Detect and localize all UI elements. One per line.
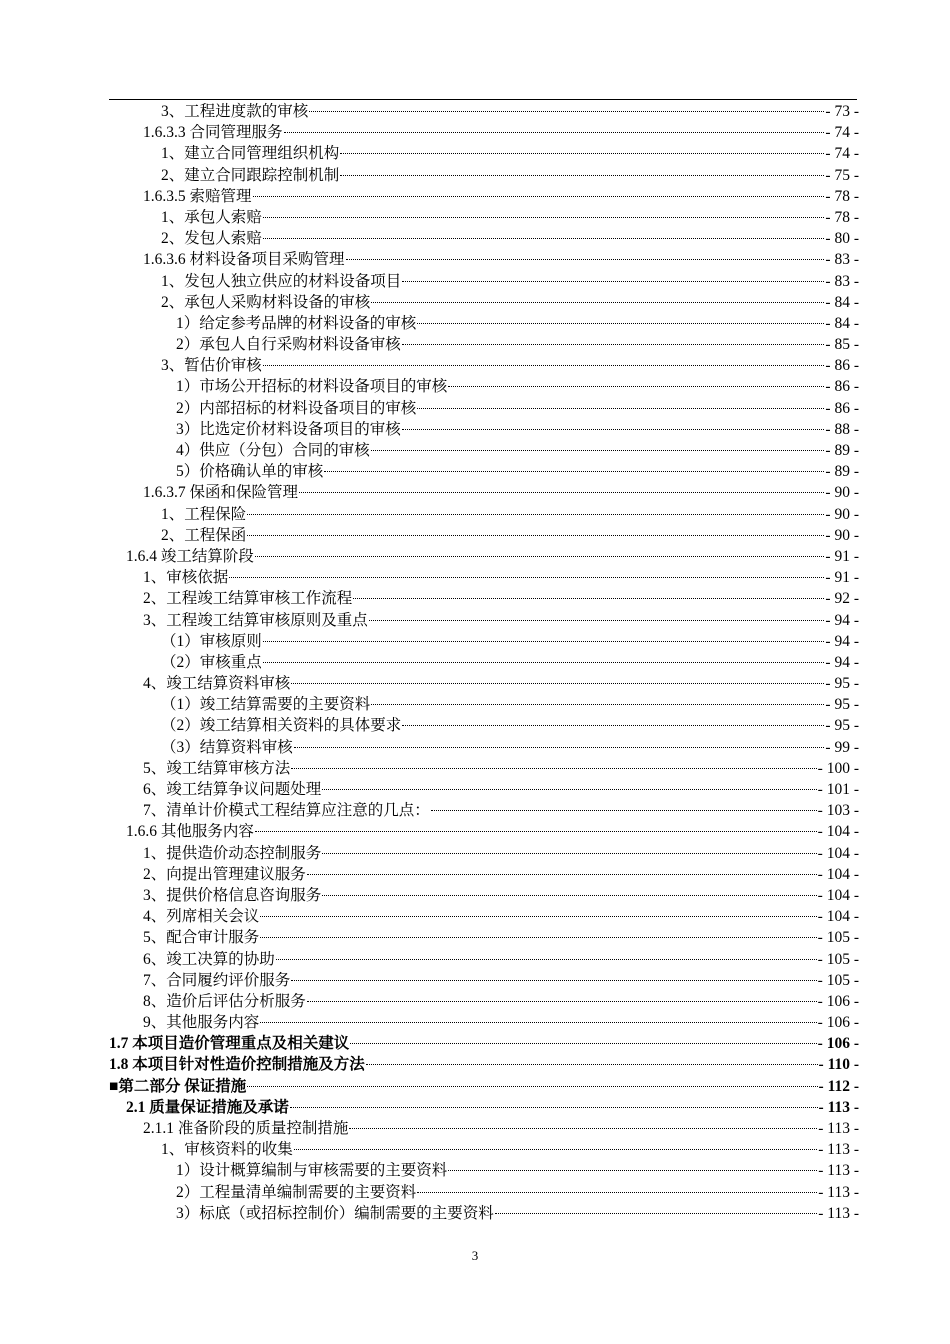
toc-entry[interactable] — [109, 694, 859, 715]
toc-entry-page: - 91 - — [825, 569, 859, 587]
toc-dot-leader — [309, 111, 824, 112]
toc-entry-title: （3）结算资料审核 — [161, 738, 293, 756]
toc-dot-leader — [349, 1128, 817, 1129]
toc-entry[interactable] — [109, 1012, 859, 1033]
toc-entry[interactable] — [109, 461, 859, 482]
toc-entry[interactable] — [109, 1203, 859, 1224]
toc-dot-leader — [322, 789, 816, 790]
toc-entry[interactable] — [109, 419, 859, 440]
toc-entry-title: 1.7 本项目造价管理重点及相关建议 — [109, 1035, 350, 1053]
toc-entry-title: 3）标底（或招标控制价）编制需要的主要资料 — [176, 1204, 494, 1222]
toc-entry-title: 3）比选定价材料设备项目的审核 — [176, 420, 401, 438]
toc-dot-leader — [495, 1213, 817, 1214]
toc-entry-title: （2）竣工结算相关资料的具体要求 — [161, 717, 402, 735]
toc-entry-page: - 80 - — [825, 230, 859, 248]
toc-entry-title: 2.1.1 准备阶段的质量控制措施 — [143, 1120, 349, 1137]
toc-entry-page: - 90 - — [825, 484, 859, 502]
toc-entry-title: 6、竣工决算的协助 — [143, 950, 275, 968]
toc-entry[interactable] — [109, 949, 859, 970]
toc-entry[interactable] — [109, 567, 859, 588]
toc-entry-title: 1.6.4 竣工结算阶段 — [126, 547, 254, 565]
toc-entry-page: - 89 - — [825, 442, 859, 459]
toc-entry[interactable] — [109, 1076, 859, 1097]
toc-entry[interactable] — [109, 652, 859, 673]
toc-entry-page: - 106 - — [817, 1014, 859, 1032]
toc-dot-leader — [299, 492, 824, 493]
toc-entry-page: - 106 - — [817, 1035, 859, 1053]
toc-entry[interactable] — [109, 843, 859, 864]
toc-dot-leader — [322, 895, 816, 896]
toc-entry[interactable] — [109, 376, 859, 397]
toc-entry[interactable] — [109, 864, 859, 885]
toc-entry-page: - 85 - — [825, 336, 859, 354]
toc-entry[interactable] — [109, 991, 859, 1012]
toc-dot-leader — [260, 937, 816, 938]
toc-entry-title: 1、建立合同管理组织机构 — [161, 145, 340, 163]
toc-entry-title: 7、清单计价模式工程结算应注意的几点： — [143, 802, 430, 820]
toc-entry[interactable] — [109, 610, 859, 631]
toc-entry-title: 6、竣工结算争议问题处理 — [143, 781, 322, 798]
toc-dot-leader — [371, 450, 825, 451]
header-rule — [109, 99, 857, 100]
toc-entry-title: 2、向提出管理建议服务 — [143, 865, 306, 883]
toc-dot-leader — [448, 386, 824, 387]
toc-dot-leader — [263, 238, 825, 239]
toc-dot-leader — [255, 831, 817, 832]
toc-entry-title: 1.6.3.5 索赔管理 — [143, 187, 252, 205]
toc-entry-title: 1.6.3.7 保函和保险管理 — [143, 484, 299, 502]
toc-entry-page: - 88 - — [825, 420, 859, 438]
toc-entry-title: 2）工程量清单编制需要的主要资料 — [176, 1183, 417, 1201]
toc-entry-page: - 105 - — [817, 971, 859, 989]
toc-entry[interactable] — [109, 101, 859, 122]
toc-dot-leader — [247, 535, 824, 536]
toc-dot-leader — [369, 620, 825, 621]
toc-entry-title: 4、竣工结算资料审核 — [143, 675, 291, 693]
toc-dot-leader — [247, 1086, 817, 1087]
toc-entry-page: - 94 - — [825, 653, 859, 671]
toc-entry[interactable] — [109, 779, 859, 800]
toc-entry[interactable] — [109, 525, 859, 546]
toc-entry[interactable] — [109, 1033, 859, 1054]
toc-entry-title: 2、承包人采购材料设备的审核 — [161, 293, 371, 311]
toc-entry-page: - 84 - — [825, 293, 859, 311]
toc-entry[interactable] — [109, 1139, 859, 1160]
toc-entry-title: 1、提供造价动态控制服务 — [143, 844, 322, 862]
toc-entry-page: - 99 - — [825, 738, 859, 756]
toc-entry-title: 7、合同履约评价服务 — [143, 971, 291, 989]
toc-entry-title: 1、审核依据 — [143, 569, 229, 587]
toc-dot-leader — [263, 662, 825, 663]
toc-entry[interactable] — [109, 186, 859, 207]
toc-entry-page: - 106 - — [817, 992, 859, 1010]
toc-dot-leader — [431, 810, 817, 811]
toc-dot-leader — [371, 302, 824, 303]
toc-entry-title: 2、建立合同跟踪控制机制 — [161, 166, 340, 184]
toc-dot-leader — [402, 725, 824, 726]
toc-entry-page: - 86 - — [825, 357, 859, 375]
toc-dot-leader — [353, 598, 824, 599]
toc-entry-title: 2、工程竣工结算审核工作流程 — [143, 590, 353, 608]
toc-entry[interactable] — [109, 906, 859, 927]
toc-entry-page: - 113 - — [818, 1141, 859, 1159]
toc-entry-page: - 90 - — [825, 526, 859, 544]
toc-dot-leader — [340, 153, 824, 154]
toc-dot-leader — [340, 175, 824, 176]
toc-entry-title: 1.8 本项目针对性造价控制措施及方法 — [109, 1056, 365, 1074]
toc-dot-leader — [417, 408, 824, 409]
toc-entry-page: - 90 - — [825, 505, 859, 523]
toc-entry[interactable] — [109, 821, 859, 842]
toc-dot-leader — [324, 471, 824, 472]
toc-entry-page: - 100 - — [817, 759, 859, 777]
toc-entry-title: ■第二部分 保证措施 — [109, 1077, 247, 1095]
toc-dot-leader — [402, 344, 825, 345]
toc-entry-page: - 92 - — [825, 590, 859, 608]
toc-entry[interactable] — [109, 292, 859, 313]
toc-entry-title: 4、列席相关会议 — [143, 908, 260, 926]
toc-entry-page: - 113 - — [818, 1162, 859, 1180]
toc-entry-title: 3、工程进度款的审核 — [161, 103, 309, 120]
toc-entry[interactable] — [109, 249, 859, 270]
toc-dot-leader — [229, 577, 824, 578]
toc-entry-title: （1）审核原则 — [161, 632, 262, 650]
toc-entry-page: - 75 - — [825, 166, 859, 184]
toc-entry-title: （1）竣工结算需要的主要资料 — [161, 696, 371, 714]
toc-entry-page: - 113 - — [818, 1098, 859, 1116]
toc-dot-leader — [322, 853, 816, 854]
toc-entry-title: 1）给定参考品牌的材料设备的审核 — [176, 314, 417, 332]
toc-entry[interactable] — [109, 334, 859, 355]
toc-entry[interactable] — [109, 737, 859, 758]
toc-entry-page: - 94 - — [825, 611, 859, 629]
toc-entry-page: - 110 - — [818, 1056, 859, 1074]
toc-dot-leader — [247, 514, 824, 515]
toc-entry[interactable] — [109, 1097, 859, 1118]
toc-dot-leader — [263, 641, 825, 642]
toc-entry-page: - 103 - — [817, 802, 859, 820]
toc-dot-leader — [290, 1107, 818, 1108]
toc-entry-page: - 104 - — [817, 844, 859, 862]
toc-entry-page: - 113 - — [818, 1204, 859, 1222]
toc-entry-title: 5）价格确认单的审核 — [176, 463, 324, 481]
toc-entry[interactable] — [109, 482, 859, 503]
toc-dot-leader — [291, 980, 816, 981]
toc-entry-page: - 86 - — [825, 399, 859, 417]
toc-entry[interactable] — [109, 504, 859, 525]
toc-dot-leader — [284, 132, 825, 133]
toc-entry-title: 4）供应（分包）合同的审核 — [176, 442, 370, 459]
toc-dot-leader — [307, 874, 817, 875]
toc-entry[interactable] — [109, 673, 859, 694]
toc-entry-page: - 101 - — [817, 781, 859, 798]
toc-entry[interactable] — [109, 122, 859, 143]
toc-entry-title: 1、发包人独立供应的材料设备项目 — [161, 272, 402, 290]
toc-entry-page: - 91 - — [825, 547, 859, 565]
toc-entry[interactable] — [109, 1054, 859, 1075]
toc-dot-leader — [253, 196, 825, 197]
toc-entry-page: - 112 - — [818, 1077, 859, 1095]
toc-entry[interactable] — [109, 927, 859, 948]
toc-entry-page: - 78 - — [825, 208, 859, 226]
toc-dot-leader — [402, 281, 824, 282]
toc-dot-leader — [291, 683, 824, 684]
toc-entry[interactable] — [109, 398, 859, 419]
toc-entry-title: 9、其他服务内容 — [143, 1014, 260, 1032]
toc-entry-title: 1.6.3.3 合同管理服务 — [143, 124, 283, 142]
toc-dot-leader — [366, 1064, 818, 1065]
toc-entry-title: 5、竣工结算审核方法 — [143, 759, 291, 777]
toc-entry-page: - 104 - — [817, 886, 859, 904]
toc-dot-leader — [263, 217, 825, 218]
toc-dot-leader — [291, 768, 816, 769]
toc-entry-title: 1、承包人索赔 — [161, 208, 262, 226]
toc-dot-leader — [350, 1043, 816, 1044]
toc-entry[interactable] — [109, 715, 859, 736]
toc-entry-page: - 104 - — [817, 908, 859, 926]
toc-entry-title: 3、暂估价审核 — [161, 357, 262, 375]
toc-entry-title: （2）审核重点 — [161, 653, 262, 671]
toc-entry-page: - 84 - — [825, 314, 859, 332]
toc-entry-title: 1、工程保险 — [161, 505, 247, 523]
toc-dot-leader — [307, 1001, 817, 1002]
toc-entry-title: 1）设计概算编制与审核需要的主要资料 — [176, 1162, 448, 1180]
toc-entry[interactable] — [109, 1160, 859, 1181]
toc-entry-title: 1.6.6 其他服务内容 — [126, 823, 254, 841]
toc-entry-page: - 104 - — [817, 823, 859, 841]
toc-entry[interactable] — [109, 207, 859, 228]
toc-entry-title: 3、工程竣工结算审核原则及重点 — [143, 611, 368, 629]
toc-entry-title: 2、发包人索赔 — [161, 230, 262, 248]
toc-entry[interactable] — [109, 546, 859, 567]
toc-entry-page: - 89 - — [825, 463, 859, 481]
toc-entry-title: 2）承包人自行采购材料设备审核 — [176, 336, 401, 354]
toc-entry[interactable] — [109, 228, 859, 249]
toc-entry[interactable] — [109, 631, 859, 652]
toc-dot-leader — [371, 704, 824, 705]
toc-entry-title: 2.1 质量保证措施及承诺 — [126, 1098, 289, 1116]
toc-entry-title: 2、工程保函 — [161, 526, 247, 544]
table-of-contents — [109, 101, 859, 1224]
toc-dot-leader — [260, 916, 816, 917]
toc-entry-page: - 78 - — [825, 187, 859, 205]
toc-entry-page: - 113 - — [818, 1183, 859, 1201]
toc-entry[interactable] — [109, 165, 859, 186]
toc-dot-leader — [402, 429, 825, 430]
toc-entry[interactable] — [109, 440, 859, 461]
toc-entry-page: - 105 - — [817, 950, 859, 968]
toc-entry-page: - 95 - — [825, 675, 859, 693]
toc-dot-leader — [346, 259, 825, 260]
toc-entry-page: - 73 - — [825, 103, 859, 120]
toc-entry[interactable] — [109, 800, 859, 821]
toc-entry-title: 2）内部招标的材料设备项目的审核 — [176, 399, 417, 417]
toc-entry-title: 3、提供价格信息咨询服务 — [143, 886, 322, 904]
toc-entry[interactable] — [109, 271, 859, 292]
toc-entry-page: - 104 - — [817, 865, 859, 883]
toc-entry[interactable] — [109, 970, 859, 991]
toc-entry-page: - 94 - — [825, 632, 859, 650]
toc-entry-page: - 105 - — [817, 929, 859, 947]
toc-entry[interactable] — [109, 1182, 859, 1203]
toc-entry-page: - 83 - — [825, 272, 859, 290]
toc-entry[interactable] — [109, 885, 859, 906]
toc-dot-leader — [294, 747, 825, 748]
toc-entry[interactable] — [109, 143, 859, 164]
toc-entry[interactable] — [109, 313, 859, 334]
toc-entry[interactable] — [109, 1118, 859, 1139]
toc-entry-page: - 95 - — [825, 696, 859, 714]
toc-dot-leader — [448, 1170, 817, 1171]
toc-entry-title: 5、配合审计服务 — [143, 929, 260, 947]
toc-entry[interactable] — [109, 355, 859, 376]
toc-entry-page: - 83 - — [825, 251, 859, 269]
toc-entry-title: 1.6.3.6 材料设备项目采购管理 — [143, 251, 345, 269]
toc-entry-page: - 86 - — [825, 378, 859, 396]
toc-dot-leader — [260, 1022, 816, 1023]
toc-entry-title: 1、审核资料的收集 — [161, 1141, 293, 1159]
toc-entry-title: 1）市场公开招标的材料设备项目的审核 — [176, 378, 448, 396]
toc-entry-page: - 113 - — [818, 1120, 859, 1137]
toc-dot-leader — [417, 323, 824, 324]
page-number: 3 — [471, 1248, 479, 1263]
toc-entry-page: - 74 - — [825, 124, 859, 142]
toc-entry-title: 8、造价后评估分析服务 — [143, 992, 306, 1010]
toc-entry-page: - 95 - — [825, 717, 859, 735]
toc-dot-leader — [276, 959, 817, 960]
toc-entry-page: - 74 - — [825, 145, 859, 163]
toc-dot-leader — [294, 1149, 817, 1150]
toc-dot-leader — [255, 556, 825, 557]
toc-entry[interactable] — [109, 758, 859, 779]
toc-dot-leader — [417, 1192, 817, 1193]
toc-dot-leader — [263, 365, 825, 366]
toc-entry[interactable] — [109, 588, 859, 609]
